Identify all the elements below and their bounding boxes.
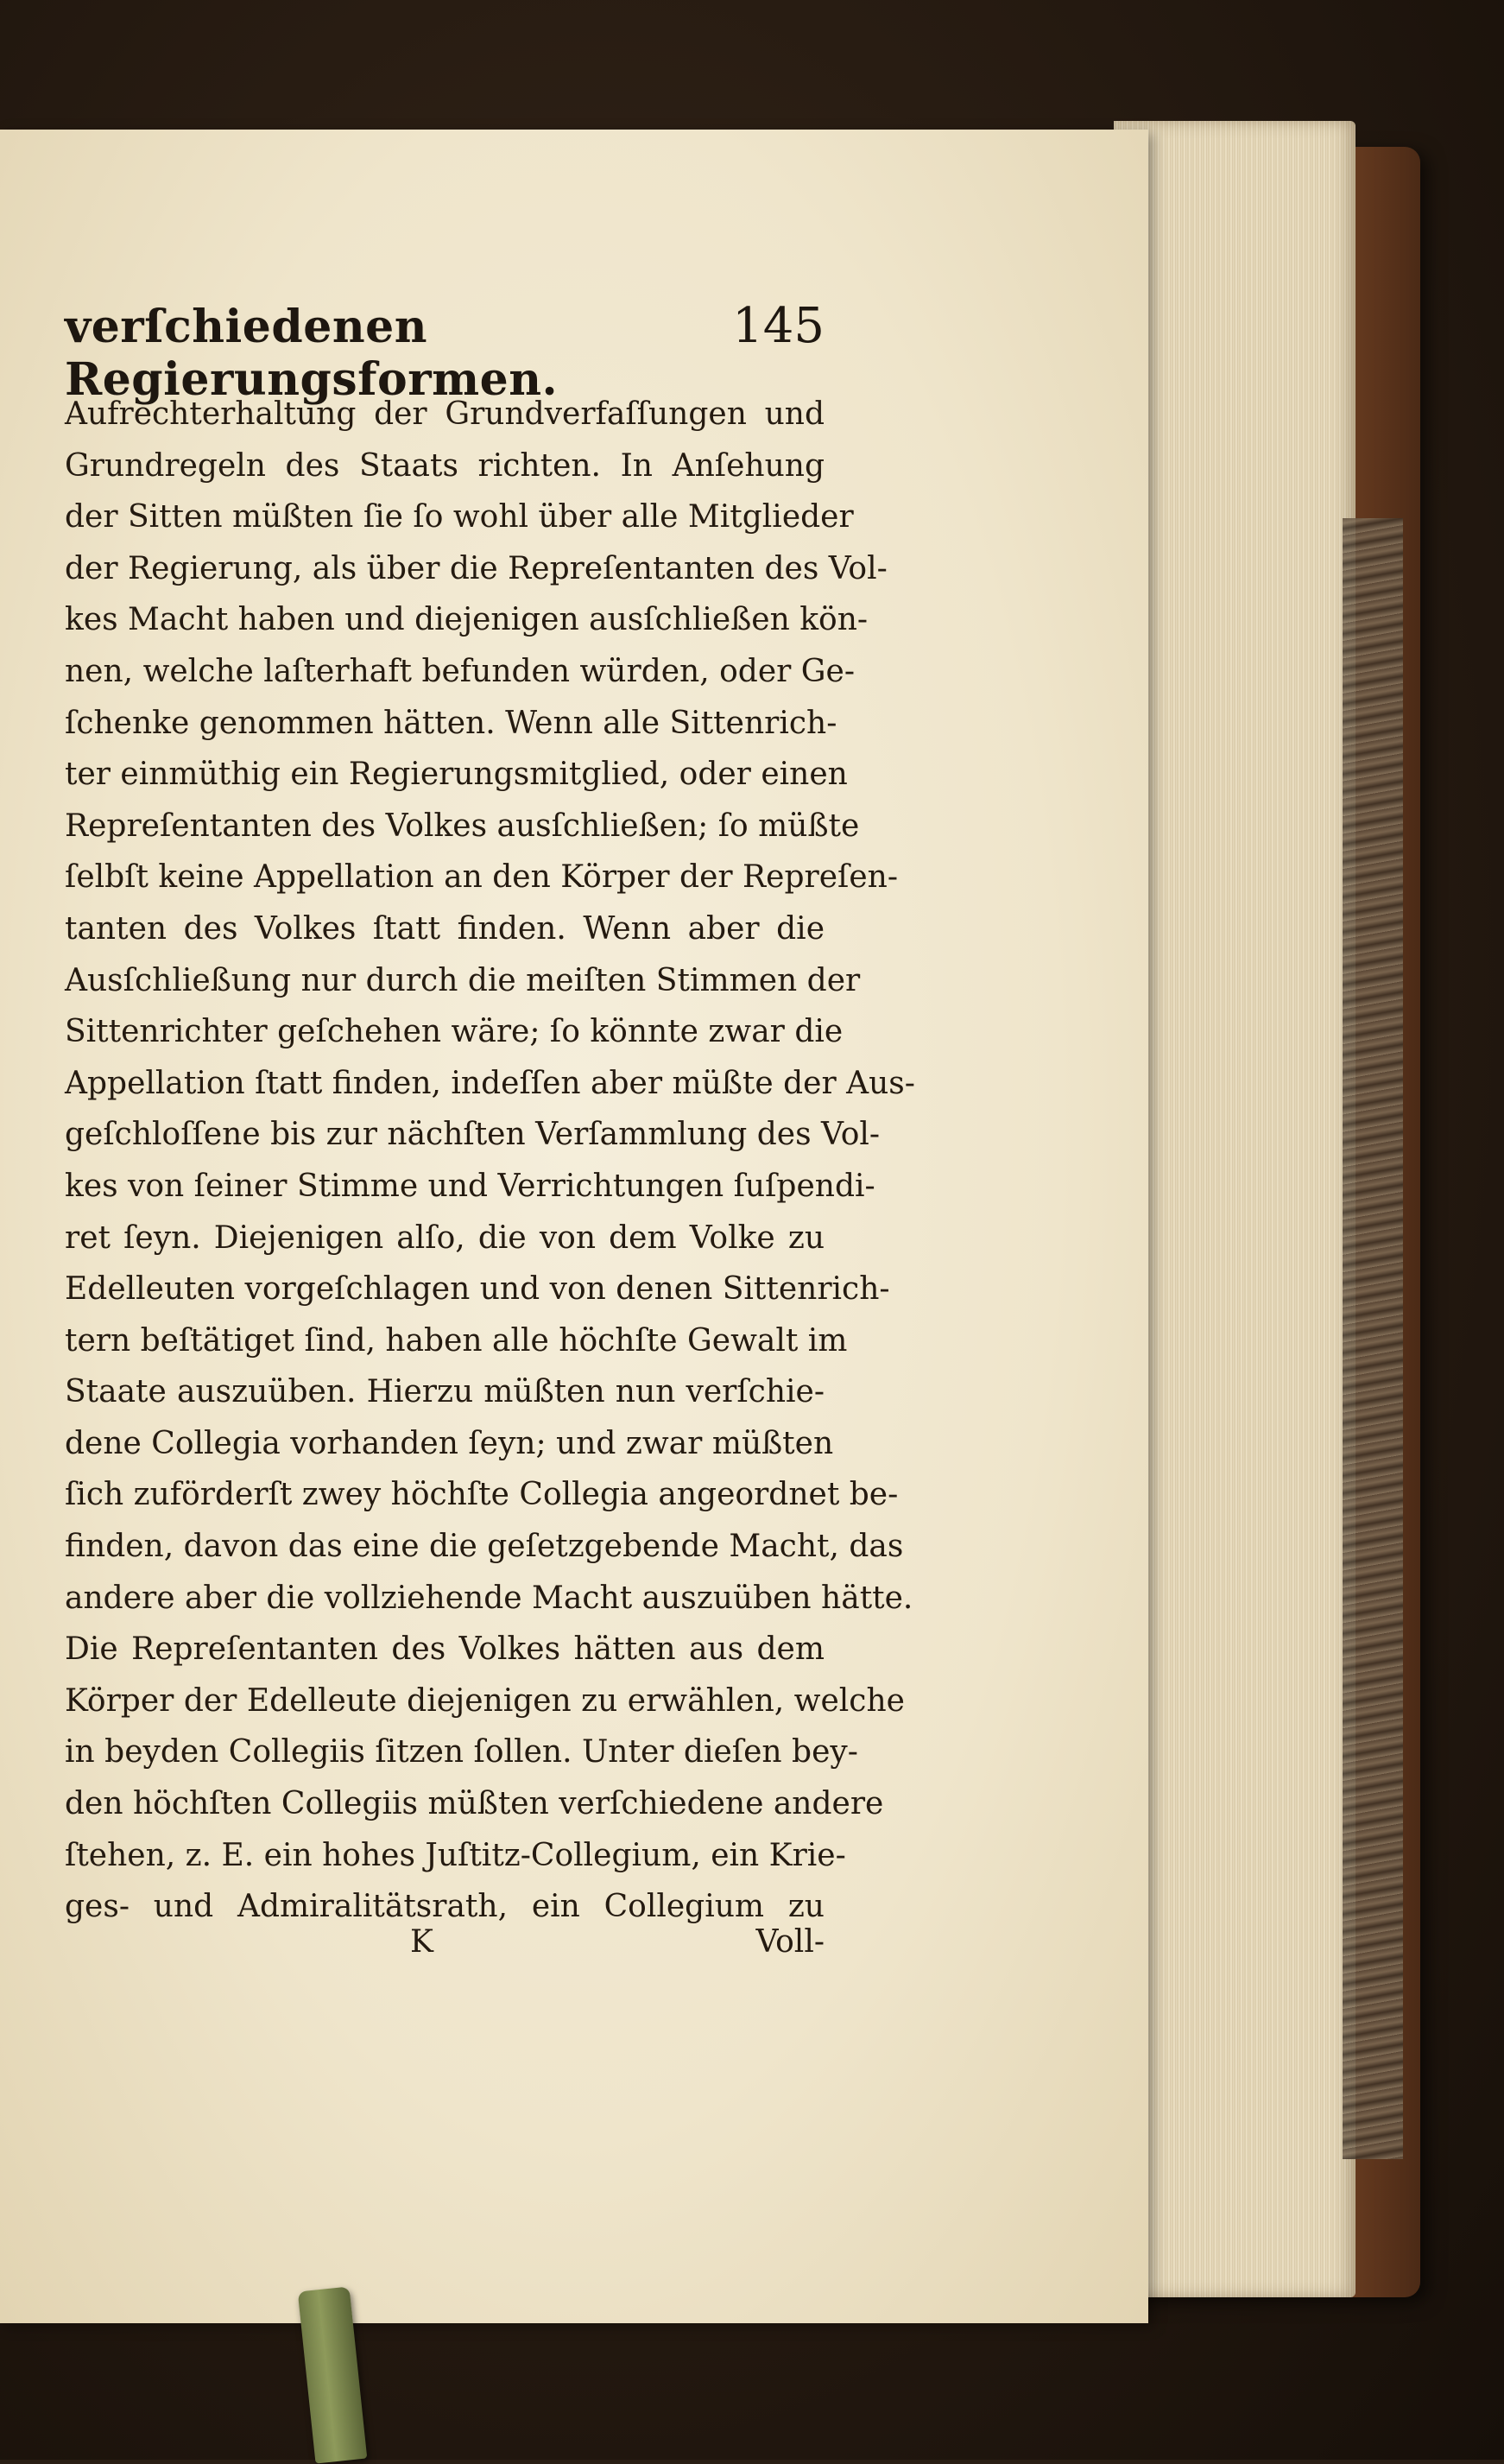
body-text: [65, 389, 915, 1933]
text-line: finden, davon das eine die geſetzgebende Macht, das: [65, 1529, 904, 1565]
text-line: Edelleuten vorgeſchlagen und von denen Sittenrich-: [65, 1271, 890, 1308]
text-line: Repreſentanten des Volkes ausſchließen; ſo müßte: [65, 808, 860, 844]
text-line: dene Collegia vorhanden ſeyn; und zwar müßten: [65, 1425, 834, 1461]
text-line: tanten des Volkes ſtatt finden. Wenn aber die: [65, 910, 825, 947]
text-line: ges- und Admiralitätsrath, ein Collegium zu: [65, 1889, 825, 1925]
signature-mark: K: [410, 1924, 433, 1960]
page-footer: [65, 1924, 825, 1976]
text-line: ſtehen, z. E. ein hohes Juſtitz-Collegium, ein Krie-: [65, 1837, 846, 1873]
text-line: den höchſten Collegiis müßten verſchiedene andere: [65, 1786, 884, 1822]
text-line: Aufrechterhaltung der Grundverfaſſungen und: [65, 396, 825, 432]
text-line: ret ſeyn. Diejenigen alſo, die von dem Volke zu: [65, 1219, 825, 1256]
text-line: in beyden Collegiis ſitzen ſollen. Unter dieſen bey-: [65, 1734, 858, 1770]
running-head: [65, 298, 825, 406]
text-line: der Sitten müßten ſie ſo wohl über alle Mitglieder: [65, 499, 854, 535]
text-line: ſich zuförderſt zwey höchſte Collegia angeordnet be-: [65, 1477, 899, 1513]
text-line: ſelbſt keine Appellation an den Körper der Repreſen-: [65, 859, 898, 896]
text-line: Appellation ſtatt finden, indeſſen aber müßte der Aus-: [65, 1065, 915, 1101]
text-line: nen, welche laſterhaft befunden würden, oder Ge-: [65, 653, 856, 689]
catchword: Voll-: [755, 1924, 825, 1960]
text-line: Die Repreſentanten des Volkes hätten aus dem: [65, 1631, 825, 1668]
page-number: 145: [732, 298, 825, 354]
text-line: kes Macht haben und diejenigen ausſchließen kön-: [65, 602, 869, 638]
text-line: ſchenke genommen hätten. Wenn alle Sittenrich-: [65, 705, 837, 741]
text-line: Körper der Edelleute diejenigen zu erwählen, welche: [65, 1682, 905, 1719]
text-line: Grundregeln des Staats richten. In Anſehung: [65, 447, 825, 484]
marbled-cover-edge: [1343, 518, 1403, 2159]
text-line: andere aber die vollziehende Macht auszuüben hätte.: [65, 1580, 913, 1616]
text-line: geſchloſſene bis zur nächſten Verſammlung des Vol-: [65, 1117, 881, 1153]
text-line: Staate auszuüben. Hierzu müßten nun verſchie-: [65, 1374, 825, 1410]
text-line: kes von ſeiner Stimme und Verrichtungen ſuſpendi-: [65, 1168, 875, 1204]
text-line: der Regierung, als über die Repreſentanten des Vol-: [65, 550, 888, 586]
text-line: ter einmüthig ein Regierungsmitglied, oder einen: [65, 757, 848, 793]
text-line: Ausſchließung nur durch die meiſten Stimmen der: [65, 962, 861, 998]
page-stack-edge: [1114, 121, 1355, 2297]
text-line: tern beſtätiget ſind, haben alle höchſte Gewalt im: [65, 1322, 848, 1359]
text-line: Sittenrichter geſchehen wäre; ſo könnte zwar die: [65, 1014, 844, 1050]
running-title: verſchiedenen Regierungsformen.: [65, 301, 559, 406]
